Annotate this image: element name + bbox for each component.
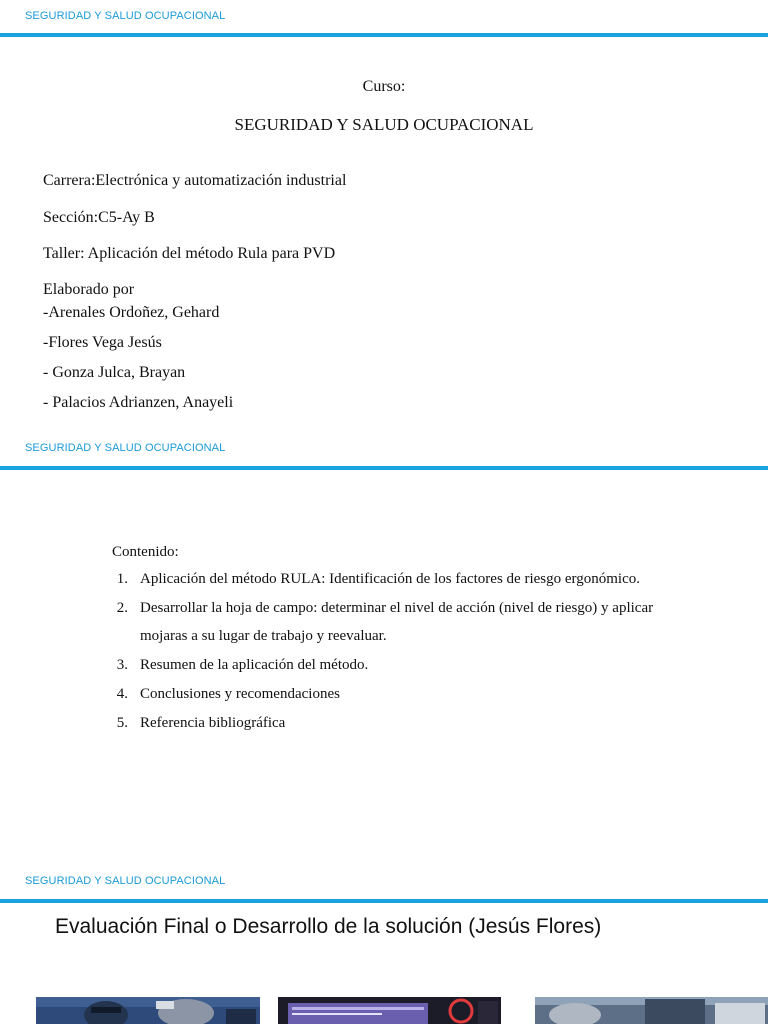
photo-image <box>36 997 260 1024</box>
list-item <box>112 571 712 593</box>
list-text: Referencia bibliográfica <box>140 715 286 731</box>
list-number: 1. <box>116 571 128 587</box>
list-item <box>112 628 712 650</box>
list-number: 5. <box>116 715 128 731</box>
photo-workstation-3 <box>535 997 768 1024</box>
header-rule <box>0 33 768 37</box>
photo-workstation-1 <box>36 997 260 1024</box>
photo-image <box>278 997 501 1024</box>
list-number: 2. <box>116 600 128 616</box>
contenido-label: Contenido: <box>112 544 179 560</box>
list-text: Aplicación del método RULA: Identificación de los factores de riesgo ergonómico. <box>140 571 640 587</box>
list-text: Desarrollar la hoja de campo: determinar el nivel de acción (nivel de riesgo) y aplicar <box>140 600 654 616</box>
author-item: - Gonza Julca, Brayan <box>43 364 186 381</box>
photo-workstation-2 <box>278 997 501 1024</box>
course-title: SEGURIDAD Y SALUD OCUPACIONAL <box>234 115 534 134</box>
seccion-line: Sección:C5-Ay B <box>43 209 155 226</box>
section-heading: Evaluación Final o Desarrollo de la solución (Jesús Flores) <box>55 915 602 938</box>
curso-label: Curso: <box>362 78 406 95</box>
list-item <box>112 657 712 679</box>
page-header: SEGURIDAD Y SALUD OCUPACIONAL <box>25 10 226 22</box>
list-item <box>112 600 712 622</box>
list-text: Resumen de la aplicación del método. <box>140 657 369 673</box>
list-item <box>112 686 712 708</box>
author-item: - Palacios Adrianzen, Anayeli <box>43 394 234 411</box>
carrera-line: Carrera:Electrónica y automatización industrial <box>43 172 347 189</box>
header-rule <box>0 899 768 903</box>
list-text: mojaras a su lugar de trabajo y reevaluar. <box>140 628 387 644</box>
list-number: 4. <box>116 686 128 702</box>
list-number: 3. <box>116 657 128 673</box>
taller-line: Taller: Aplicación del método Rula para PVD <box>43 245 336 262</box>
list-item <box>112 715 712 737</box>
header-rule <box>0 466 768 470</box>
elaborado-label: Elaborado por <box>43 281 135 298</box>
author-item: -Arenales Ordoñez, Gehard <box>43 304 220 321</box>
list-text: Conclusiones y recomendaciones <box>140 686 340 702</box>
page-header: SEGURIDAD Y SALUD OCUPACIONAL <box>25 875 226 887</box>
photo-image <box>535 997 768 1024</box>
page-header: SEGURIDAD Y SALUD OCUPACIONAL <box>25 442 226 454</box>
author-item: -Flores Vega Jesús <box>43 334 162 351</box>
